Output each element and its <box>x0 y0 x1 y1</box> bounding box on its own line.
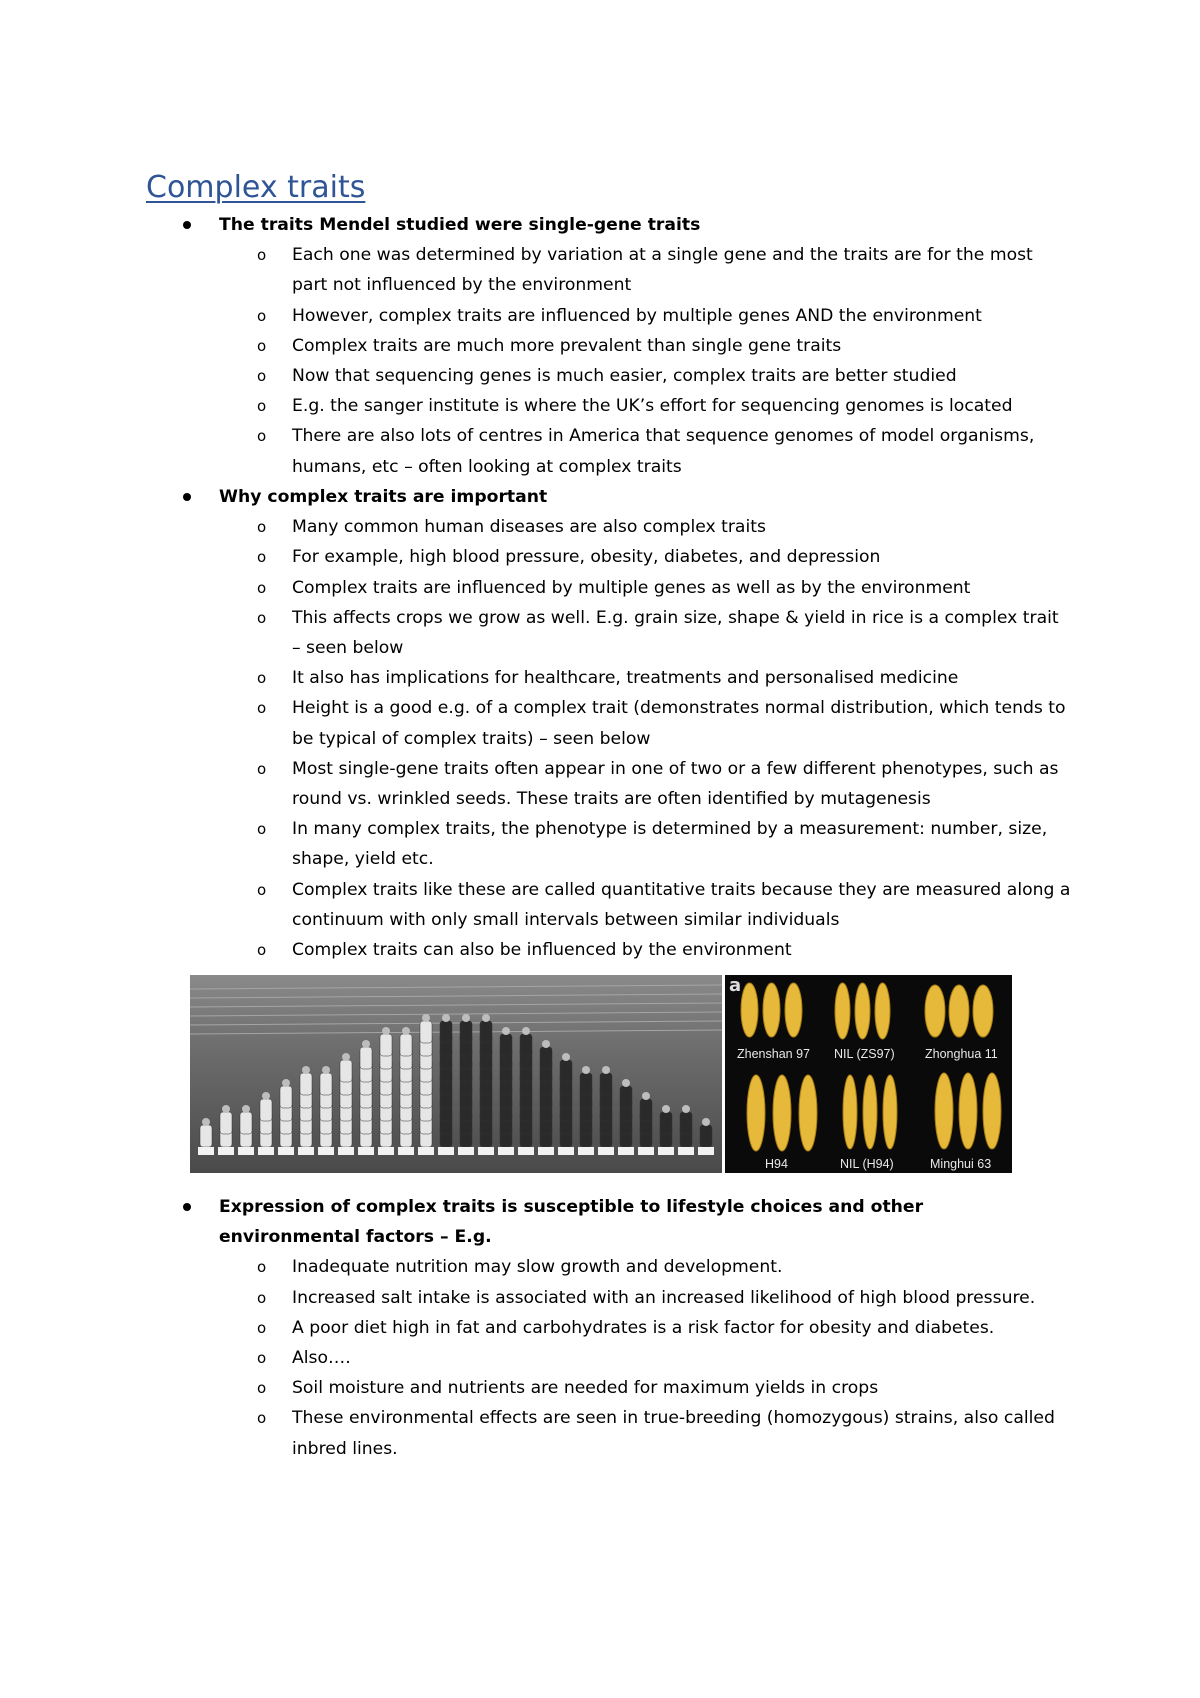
person-head <box>622 1079 630 1087</box>
person-figure <box>280 1086 292 1108</box>
person-head <box>582 1066 590 1074</box>
field-line <box>190 1030 722 1034</box>
list-item <box>0 603 1072 663</box>
rice-grain <box>925 985 945 1037</box>
grain-label: Minghui 63 <box>930 1157 992 1171</box>
bullet-heading <box>0 210 1009 240</box>
section-1 <box>0 210 1200 482</box>
height-sign <box>258 1147 274 1155</box>
bullet-icon <box>183 221 191 229</box>
height-sign <box>318 1147 334 1155</box>
list-item-text: There are also lots of centres in America that sequence genomes of model organisms, humans, etc – often looking at complex traits <box>292 426 1035 477</box>
bullet-heading <box>0 1192 1009 1252</box>
page-title: Complex traits <box>146 170 366 205</box>
panel-letter: a <box>729 975 742 996</box>
rice-grain <box>983 1073 1001 1149</box>
bullet-heading-text: Why complex traits are important <box>219 487 548 507</box>
rice-grain <box>949 985 969 1037</box>
height-sign <box>278 1147 294 1155</box>
rice-grain <box>835 983 850 1039</box>
sub-bullet-icon: o <box>257 246 267 265</box>
person-head <box>542 1040 550 1048</box>
height-sign <box>678 1147 694 1155</box>
person-figure <box>640 1099 652 1121</box>
person-head <box>522 1027 530 1035</box>
figure-images <box>190 975 1012 1175</box>
person-head <box>642 1092 650 1100</box>
list-item-text: Increased salt intake is associated with an increased likelihood of high blood pressure. <box>292 1287 1036 1308</box>
height-sign <box>438 1147 454 1155</box>
person-figure <box>400 1034 412 1056</box>
person-head <box>342 1053 350 1061</box>
person-figure <box>500 1034 512 1056</box>
list-item-text: Soil moisture and nutrients are needed for maximum yields in crops <box>292 1378 879 1399</box>
grain-label: NIL (ZS97) <box>834 1047 895 1061</box>
list-item <box>0 361 1072 391</box>
person-head <box>242 1105 250 1113</box>
sub-bullet-icon: o <box>257 1258 267 1277</box>
person-head <box>322 1066 330 1074</box>
field-line <box>190 994 722 998</box>
person-head <box>222 1105 230 1113</box>
list-item <box>0 1313 1072 1343</box>
height-sign <box>558 1147 574 1155</box>
sub-bullet-icon: o <box>257 1349 267 1368</box>
section-3 <box>0 1192 1200 1464</box>
bullet-heading-text: Expression of complex traits is susceptible to lifestyle choices and other environmental factors – E.g. <box>219 1197 924 1248</box>
sub-bullet-icon: o <box>257 1379 267 1398</box>
bullet-heading <box>0 482 1009 512</box>
bullet-icon <box>183 1203 191 1211</box>
list-item <box>0 935 1072 965</box>
list-item <box>0 1403 1072 1463</box>
list-item-text: Also…. <box>292 1348 351 1369</box>
person-head <box>202 1118 210 1126</box>
rice-grain <box>773 1075 791 1151</box>
rice-grains-image <box>725 975 1012 1173</box>
person-figure <box>360 1047 372 1069</box>
height-sign <box>358 1147 374 1155</box>
sub-bullet-icon: o <box>257 1288 267 1307</box>
height-distribution-photo <box>190 975 722 1173</box>
sub-bullet-icon: o <box>257 880 267 899</box>
list-item-text: Many common human diseases are also complex traits <box>292 517 766 538</box>
person-head <box>302 1066 310 1074</box>
field-line <box>190 1021 722 1025</box>
sub-bullet-icon: o <box>257 518 267 537</box>
height-sign <box>518 1147 534 1155</box>
list-item <box>0 1252 1072 1282</box>
grain-label: Zhonghua 11 <box>925 1047 998 1061</box>
person-figure <box>620 1086 632 1108</box>
rice-grain <box>855 983 870 1039</box>
field-line <box>190 985 722 989</box>
list-item-text: It also has implications for healthcare, treatments and personalised medicine <box>292 668 959 689</box>
person-figure <box>460 1021 472 1043</box>
sub-bullet-icon: o <box>257 820 267 839</box>
height-sign <box>338 1147 354 1155</box>
list-item <box>0 240 1072 300</box>
sub-bullet-icon: o <box>257 578 267 597</box>
list-item <box>0 875 1072 935</box>
height-sign <box>578 1147 594 1155</box>
rice-grain <box>863 1075 877 1149</box>
list-item-text: These environmental effects are seen in true-breeding (homozygous) strains, also called inbred lines. <box>292 1408 1055 1459</box>
list-item-text: Complex traits like these are called quantitative traits because they are measured along a continuum with only small intervals between similar individuals <box>292 879 1071 930</box>
sub-bullet-icon: o <box>257 941 267 960</box>
list-item-text: However, complex traits are influenced by multiple genes AND the environment <box>292 305 982 326</box>
list-item <box>0 1283 1072 1313</box>
rice-grain <box>959 1073 977 1149</box>
list-item <box>0 573 1072 603</box>
height-sign <box>478 1147 494 1155</box>
person-figure <box>260 1099 272 1121</box>
person-head <box>402 1027 410 1035</box>
height-sign <box>398 1147 414 1155</box>
list-item-text: Inadequate nutrition may slow growth and development. <box>292 1257 783 1278</box>
section-2 <box>0 482 1200 965</box>
list-item-text: A poor diet high in fat and carbohydrates is a risk factor for obesity and diabetes. <box>292 1317 995 1338</box>
person-head <box>442 1014 450 1022</box>
person-head <box>362 1040 370 1048</box>
person-figure <box>600 1073 612 1095</box>
person-head <box>482 1014 490 1022</box>
height-sign <box>638 1147 654 1155</box>
height-sign <box>458 1147 474 1155</box>
rice-grain <box>785 983 802 1037</box>
person-figure <box>420 1021 432 1043</box>
person-figure <box>220 1112 232 1134</box>
list-item-text: Most single-gene traits often appear in one of two or a few different phenotypes, such as round vs. wrinkled seeds. These traits are often identified by mutagenesis <box>292 758 1059 810</box>
person-figure <box>300 1073 312 1095</box>
sub-bullet-icon: o <box>257 427 267 446</box>
rice-grain <box>763 983 780 1037</box>
sub-bullet-icon: o <box>257 608 267 627</box>
list-item <box>0 754 1072 814</box>
list-item <box>0 391 1072 421</box>
list-item <box>0 663 1072 693</box>
person-figure <box>520 1034 532 1056</box>
rice-grain <box>843 1075 857 1149</box>
person-head <box>462 1014 470 1022</box>
person-figure <box>480 1021 492 1043</box>
person-figure <box>540 1047 552 1069</box>
list-item <box>0 331 1072 361</box>
sub-bullet-icon: o <box>257 669 267 688</box>
rice-grain-photo <box>725 975 1012 1173</box>
sub-bullet-icon: o <box>257 397 267 416</box>
list-item-text: Complex traits can also be influenced by the environment <box>292 940 792 961</box>
height-sign <box>658 1147 674 1155</box>
person-head <box>502 1027 510 1035</box>
bullet-heading-text: The traits Mendel studied were single-gene traits <box>219 215 701 235</box>
person-head <box>682 1105 690 1113</box>
sub-bullet-icon: o <box>257 336 267 355</box>
person-figure <box>240 1112 252 1134</box>
person-head <box>702 1118 710 1126</box>
rice-grain <box>883 1075 897 1149</box>
grain-label: NIL (H94) <box>840 1157 894 1171</box>
person-head <box>282 1079 290 1087</box>
sub-bullet-icon: o <box>257 699 267 718</box>
person-figure <box>440 1021 452 1043</box>
person-figure <box>560 1060 572 1082</box>
sub-bullet-icon: o <box>257 1318 267 1337</box>
height-sign <box>218 1147 234 1155</box>
height-sign <box>418 1147 434 1155</box>
list-item <box>0 421 1072 481</box>
list-item-text: Each one was determined by variation at a single gene and the traits are for the most part not influenced by the environment <box>292 245 1033 296</box>
rice-grain <box>973 985 993 1037</box>
grain-label: H94 <box>765 1157 788 1171</box>
rice-grain <box>741 983 758 1037</box>
people-by-height-image <box>190 975 722 1173</box>
person-head <box>262 1092 270 1100</box>
person-head <box>662 1105 670 1113</box>
person-figure <box>340 1060 352 1082</box>
list-item <box>0 693 1072 753</box>
person-head <box>562 1053 570 1061</box>
rice-grain <box>799 1075 817 1151</box>
list-item <box>0 301 1072 331</box>
list-item-text: Complex traits are influenced by multiple genes as well as by the environment <box>292 577 971 598</box>
rice-grain <box>875 983 890 1039</box>
list-item-text: Now that sequencing genes is much easier, complex traits are better studied <box>292 366 957 387</box>
person-figure <box>380 1034 392 1056</box>
person-head <box>602 1066 610 1074</box>
bullet-icon <box>183 493 191 501</box>
list-item <box>0 1373 1072 1403</box>
height-sign <box>598 1147 614 1155</box>
field-line <box>190 1012 722 1016</box>
height-sign <box>378 1147 394 1155</box>
person-head <box>382 1027 390 1035</box>
sub-bullet-icon: o <box>257 548 267 567</box>
height-sign <box>698 1147 714 1155</box>
sub-bullet-icon: o <box>257 306 267 325</box>
person-head <box>422 1014 430 1022</box>
height-sign <box>498 1147 514 1155</box>
grain-label: Zhenshan 97 <box>737 1047 810 1061</box>
person-figure <box>680 1112 692 1134</box>
list-item-text: Complex traits are much more prevalent than single gene traits <box>292 335 842 356</box>
rice-grain <box>935 1073 953 1149</box>
sub-bullet-icon: o <box>257 759 267 778</box>
field-line <box>190 1003 722 1007</box>
list-item-text: This affects crops we grow as well. E.g. grain size, shape & yield in rice is a complex trait – seen below <box>292 607 1059 659</box>
person-figure <box>580 1073 592 1095</box>
list-item-text: In many complex traits, the phenotype is determined by a measurement: number, size, shape, yield etc. <box>292 819 1048 870</box>
list-item <box>0 512 1072 542</box>
person-figure <box>200 1125 212 1147</box>
sub-bullet-icon: o <box>257 367 267 386</box>
person-figure <box>700 1125 712 1147</box>
height-sign <box>238 1147 254 1155</box>
height-sign <box>618 1147 634 1155</box>
height-sign <box>198 1147 214 1155</box>
sub-bullet-icon: o <box>257 1409 267 1428</box>
person-figure <box>660 1112 672 1134</box>
list-item <box>0 542 1072 572</box>
rice-grain <box>747 1075 765 1151</box>
height-sign <box>298 1147 314 1155</box>
list-item-text: E.g. the sanger institute is where the UK’s effort for sequencing genomes is located <box>292 396 1013 417</box>
list-item <box>0 1343 1072 1373</box>
list-item-text: Height is a good e.g. of a complex trait (demonstrates normal distribution, which tends to be typical of complex traits) – seen below <box>292 698 1066 749</box>
list-item <box>0 814 1072 874</box>
person-figure <box>320 1073 332 1095</box>
list-item-text: For example, high blood pressure, obesity, diabetes, and depression <box>292 547 881 568</box>
height-sign <box>538 1147 554 1155</box>
